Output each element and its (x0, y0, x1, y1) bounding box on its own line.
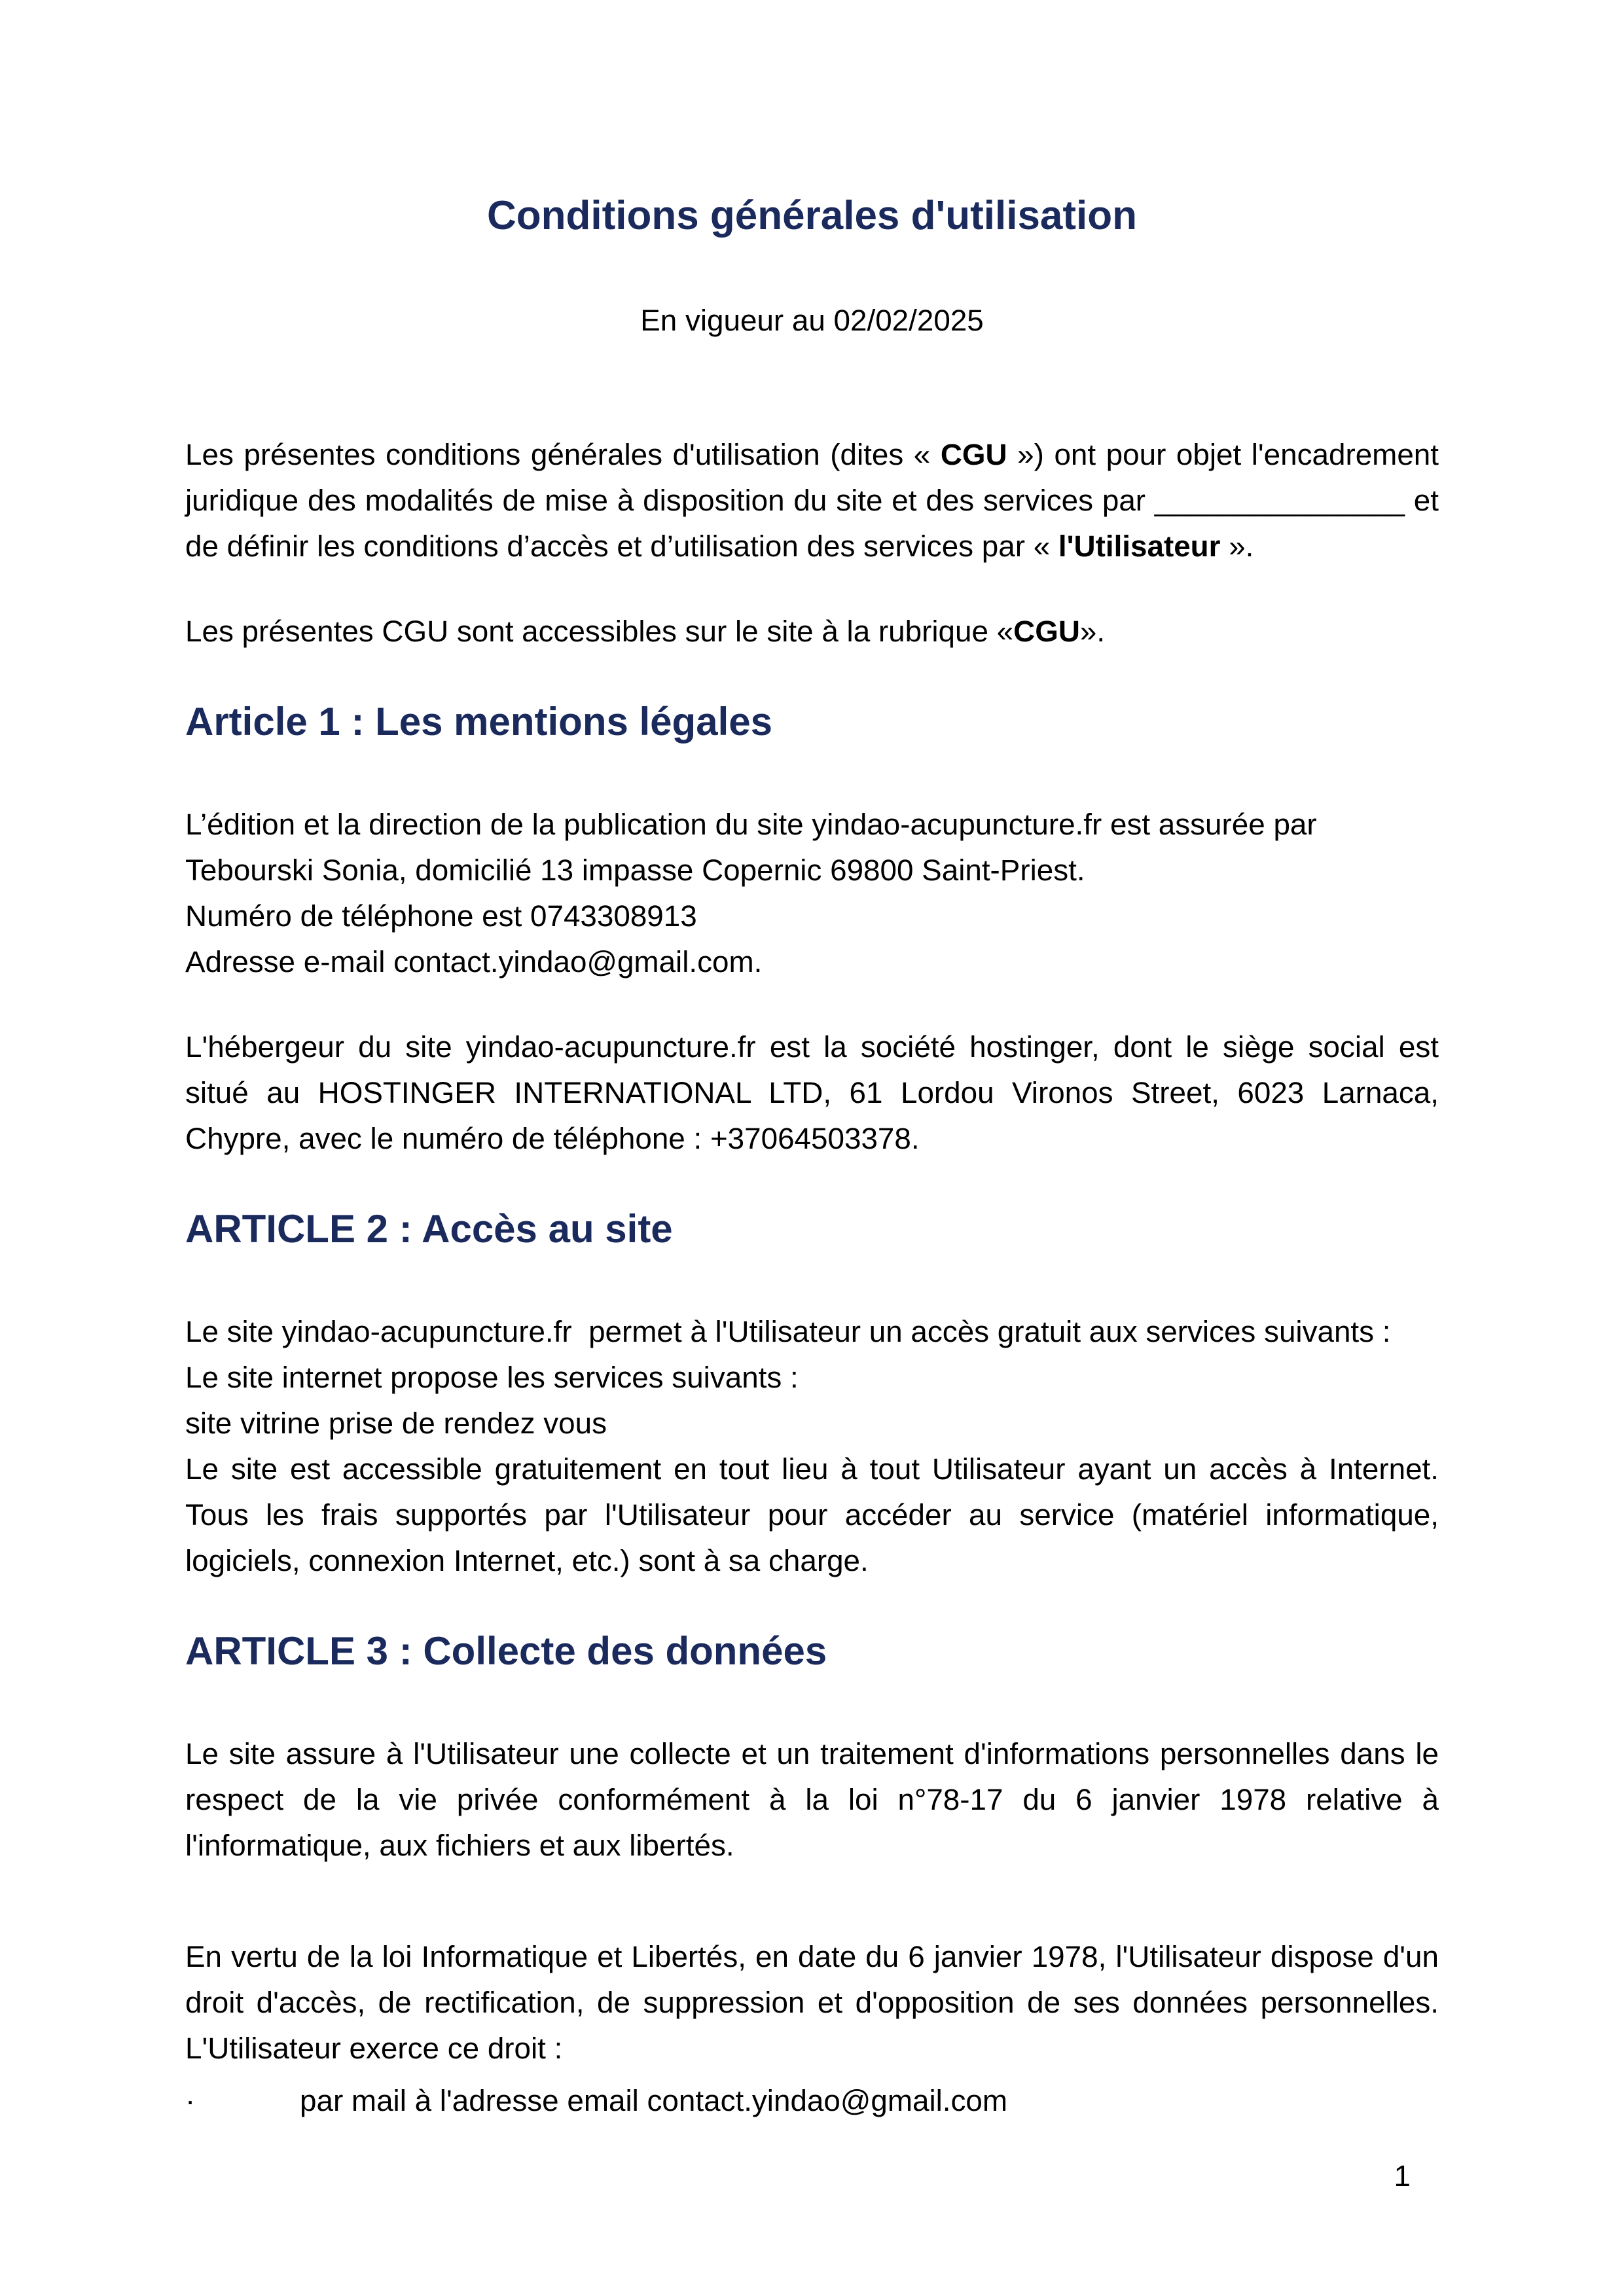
text-run-bold-cgu: CGU (940, 438, 1007, 471)
text-run: Les présentes conditions générales d'utilisation (dites « (185, 438, 941, 471)
page-title: Conditions générales d'utilisation (486, 193, 1138, 238)
article2-paragraph-services (185, 1309, 1439, 1584)
article3-paragraph-rights: En vertu de la loi Informatique et Libertés, en date du 6 janvier 1978, l'Utilisateur dispose d'un droit d'accès, de rectification, de suppression et d'opposition de ses données personnelles. L'Utilisateur exerce ce droit : (185, 1940, 1439, 2065)
intro-paragraph-object (185, 432, 1439, 569)
text-run: Les présentes CGU sont accessibles sur le site à la rubrique « (185, 615, 1014, 648)
article3-heading: ARTICLE 3 : Collecte des données (185, 1629, 827, 1673)
bullet-item-email (185, 2078, 1439, 2124)
text-run-services-line: Le site internet propose les services suivants : (185, 1361, 799, 1394)
text-run-email-line: Adresse e-mail contact.yindao@gmail.com. (185, 945, 763, 978)
article1-paragraph-host: L'hébergeur du site yindao-acupuncture.fr est la société hostinger, dont le siège social est situé au HOSTINGER INTERNATIONAL LTD, 61 Lordou Vironos Street, 6023 Larnaca, Chypre, avec le numéro de téléphone : +37064503378. (185, 1030, 1439, 1155)
article1-paragraph-editor (185, 802, 1439, 985)
text-run-showcase-line: site vitrine prise de rendez vous (185, 1407, 607, 1440)
article3-paragraph-privacy: Le site assure à l'Utilisateur une collecte et un traitement d'informations personnelles dans le respect de la vie privée conformément à la loi n°78-17 du 6 janvier 1978 relative à l'informatique, aux fichiers et aux libertés. (185, 1737, 1439, 1862)
text-run-accessibility: Le site est accessible gratuitement en tout lieu à tout Utilisateur ayant un accès à Internet. Tous les frais supportés par l'Utilisateur pour accéder au service (matériel informatique, logiciels, connexion Internet, etc.) sont à sa charge. (185, 1452, 1439, 1577)
text-run-phone-line: Numéro de téléphone est 0743308913 (185, 899, 697, 933)
bullet-marker: · (185, 2084, 196, 2117)
text-run-free-access-line: Le site yindao-acupuncture.fr permet à l'Utilisateur un accès gratuit aux services suivants : (185, 1315, 1391, 1348)
text-run-editor-line: L’édition et la direction de la publication du site yindao-acupuncture.fr est assurée par Tebourski Sonia, domicilié 13 impasse Copernic 69800 Saint-Priest. (185, 808, 1317, 887)
text-run: et de définir les conditions d’accès et d’utilisation des services par « (185, 484, 1439, 563)
intro-paragraph-access (185, 609, 1439, 655)
text-run: ». (1079, 615, 1106, 648)
text-run: ») ont pour objet l'encadrement juridique des modalités de mise à disposition du site et des services par (185, 438, 1439, 517)
article1-heading: Article 1 : Les mentions légales (185, 700, 772, 744)
text-run-bold-cgu: CGU (1013, 615, 1080, 648)
effective-date: En vigueur au 02/02/2025 (640, 304, 984, 337)
text-run-bold-utilisateur: l'Utilisateur (1058, 529, 1221, 563)
bullet-text: par mail à l'adresse email contact.yindao@gmail.com (300, 2084, 1008, 2117)
text-run: ». (1220, 529, 1254, 563)
page-number: 1 (1394, 2159, 1411, 2193)
blank-underline: _______________ (1154, 484, 1405, 517)
article2-heading: ARTICLE 2 : Accès au site (185, 1207, 673, 1251)
